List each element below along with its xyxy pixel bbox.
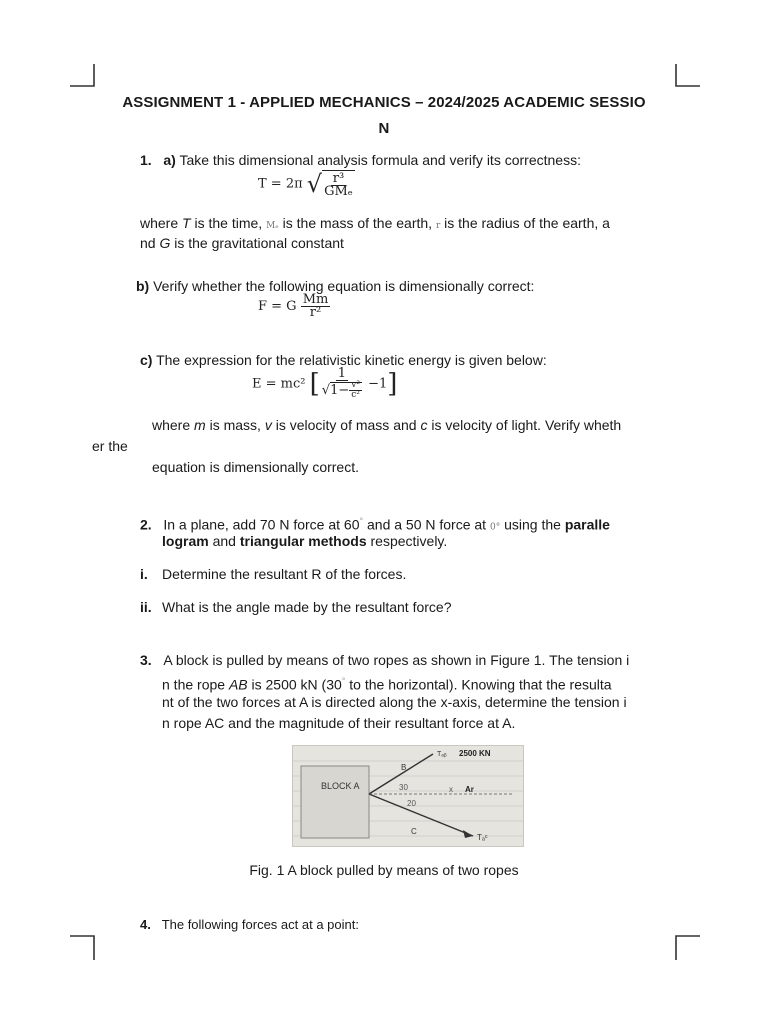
q1-part-a [140,150,581,171]
t-ac-label: Tₐᶜ [477,833,488,842]
crop-mark-top-left [70,64,96,88]
crop-mark-bottom-left [70,934,96,960]
q3-line-1: 3. A block is pulled by means of two ropes as shown in Figure 1. The tension i [140,652,630,668]
figure-diagram [293,746,523,846]
q1-c-where-end: equation is dimensionally correct. [152,459,359,475]
q2-sub-ii: ii. What is the angle made by the resultant force? [140,599,452,615]
formula-b: F = G $\frac{Mm}{\text{r²}}$ [258,292,329,320]
q1-c-where: where m is mass, v is velocity of mass and c is velocity of light. Verify wheth [152,417,622,433]
block-a-rect [301,766,369,838]
q1-c-where-wrap: er the [92,438,128,454]
q3-number: 3. [140,652,152,668]
force-value-label: 2500 KN [459,749,491,758]
block-a-label: BLOCK A [321,781,360,791]
figure-1-block-ropes [292,745,524,847]
q2-line-1: 2. In a plane, add 70 N force at 60° and a 50 N force at 0° using the paralle [140,516,610,533]
q2-line-2: logram and triangular methods respectively. [162,533,448,549]
q3-line-2: n the rope AB is 2500 kN (30° to the horizontal). Knowing that the resulta [162,676,612,693]
x-axis-label: x [449,785,453,794]
q1-b-text: Verify whether the following equation is dimensionally correct: [153,278,535,294]
q1-c-label: c) [140,352,153,368]
figure-caption: Fig. 1 A block pulled by means of two ropes [249,862,519,878]
q2-sub-i: i. Determine the resultant R of the forces. [140,566,407,582]
crop-mark-bottom-right [674,934,700,960]
page-title: ASSIGNMENT 1 - APPLIED MECHANICS – 2024/2025 ACADEMIC SESSIO N [122,94,646,137]
q1-a-where-cont: nd G is the gravitational constant [140,235,344,251]
q1-c-text: The expression for the relativistic kinetic energy is given below: [156,352,547,368]
q3-line-4: n rope AC and the magnitude of their resultant force at A. [162,715,516,731]
formula-c: E = mc² [ 1 √1− $\frac{\text{v²}}{\text{c²}}$ −1] [252,366,398,400]
q3-line-3: nt of the two forces at A is directed along the x-axis, determine the tension i [162,694,627,710]
q1-a-text: Take this dimensional analysis formula and verify its correctness: [179,152,581,168]
q1-b-label: b) [136,278,150,294]
r-label: Ar [465,785,474,794]
q4: 4. The following forces act at a point: [140,917,359,932]
q1-number: 1. [140,152,152,168]
q1-a-label: a) [163,152,176,168]
q4-number: 4. [140,917,151,932]
q1-part-b [136,276,534,297]
angle-30-label: 30 [399,783,408,792]
formula-a: T = 2π √ $\frac{\text{r³}}{\text{GMₑ}}$ [258,170,353,199]
t-ab-label: Tₐᵦ [437,751,447,758]
crop-mark-top-right [674,64,700,88]
q1-a-where: where T is the time, Mₑ is the mass of the earth, r is the radius of the earth, a [140,215,610,231]
label-c: C [411,827,417,836]
q2-number: 2. [140,516,152,533]
label-b: B [401,763,407,772]
angle-20-label: 20 [407,799,416,808]
